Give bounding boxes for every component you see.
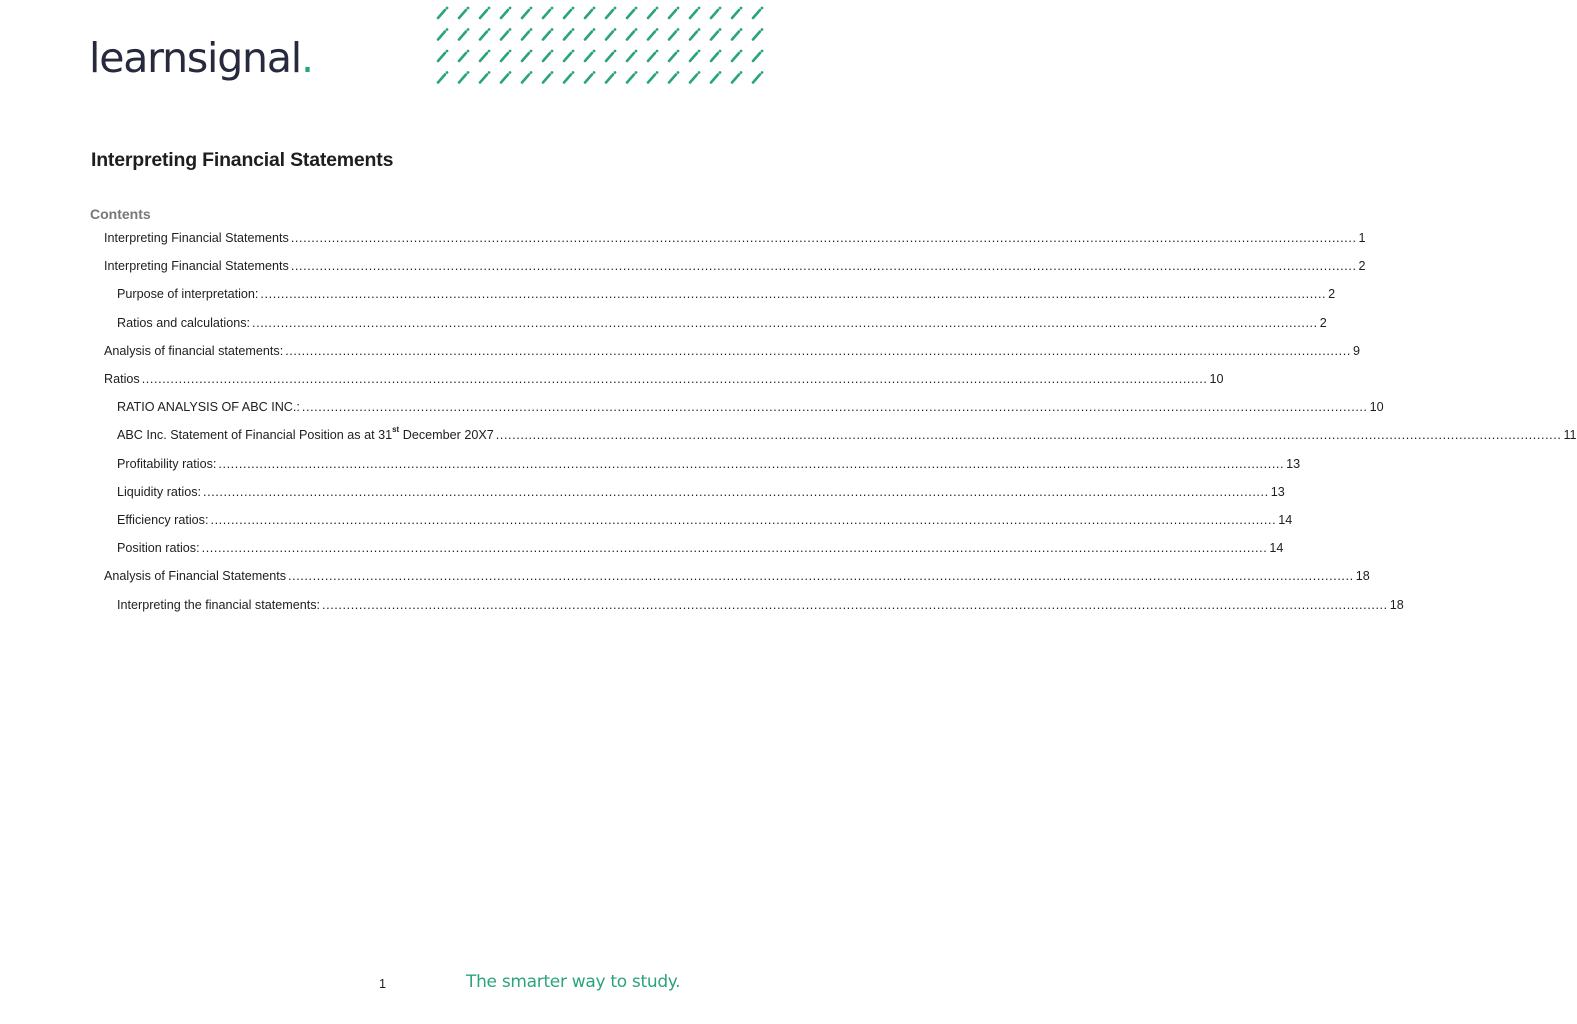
pattern-dash (459, 71, 469, 82)
toc-label-text-after: December 20X7 (399, 428, 494, 443)
pattern-dash (480, 28, 490, 39)
toc-dot-leader: .................................................................................................................................................................................................................................................................... (290, 259, 1357, 274)
pattern-dash (669, 28, 679, 39)
toc-dot-leader: .................................................................................................................................................................................................................................................................... (141, 372, 1208, 386)
pattern-dash (648, 28, 658, 39)
pattern-dash (585, 71, 595, 82)
pattern-dash (648, 71, 658, 82)
pattern-dash (648, 50, 658, 61)
toc-dot-leader: .................................................................................................................................................................................................................................................................... (322, 597, 1388, 612)
pattern-dash (480, 7, 490, 18)
toc-dot-leader: .................................................................................................................................................................................................................................................................... (210, 513, 1277, 527)
pattern-dash (564, 50, 574, 61)
toc-label-text: ABC Inc. Statement of Financial Position as at 31 (117, 428, 393, 443)
toc-page-number: 18 (1355, 569, 1370, 584)
toc-label-text: Position ratios: (117, 541, 200, 556)
toc-label-text: Interpreting Financial Statements (104, 259, 289, 274)
toc-page-number: 10 (1369, 400, 1384, 415)
learnsignal-logo (89, 34, 313, 82)
pattern-dash (438, 28, 448, 39)
pattern-dash (627, 71, 637, 82)
pattern-dash (459, 28, 469, 39)
pattern-dash (543, 7, 553, 18)
toc-entry[interactable] (104, 372, 1224, 394)
toc-label-text: Efficiency ratios: (117, 513, 209, 527)
toc-label-text: Profitability ratios: (117, 456, 217, 471)
pattern-dash (606, 7, 616, 18)
page-number: 1 (379, 977, 387, 991)
pattern-dash (669, 71, 679, 82)
pattern-dash (585, 7, 595, 18)
pattern-dash (564, 28, 574, 39)
pattern-dash (522, 71, 532, 82)
toc-dot-leader: .................................................................................................................................................................................................................................................................... (260, 287, 1327, 302)
toc-page-number: 18 (1389, 597, 1404, 612)
pattern-dash (732, 7, 742, 18)
pattern-dash (711, 7, 721, 18)
document-title: Interpreting Financial Statements (91, 149, 394, 171)
pattern-dash (543, 50, 553, 61)
pattern-dash (438, 50, 448, 61)
toc-entry-label (117, 425, 494, 443)
toc-entry-label (104, 372, 140, 386)
toc-entry-label (117, 513, 208, 527)
pattern-dash (480, 50, 490, 61)
toc-page-number: 13 (1270, 484, 1285, 499)
toc-label-superscript: st (392, 425, 400, 435)
pattern-dash (753, 7, 763, 18)
toc-entry[interactable] (104, 231, 1366, 253)
toc-label-text: Purpose of interpretation: (117, 287, 259, 302)
toc-page-number: 2 (1319, 315, 1327, 330)
toc-dot-leader: .................................................................................................................................................................................................................................................................... (252, 315, 1318, 330)
toc-label-text: Ratios and calculations: (117, 315, 251, 330)
pattern-dash (522, 28, 532, 39)
toc-entry-label (117, 287, 258, 301)
pattern-dash (690, 28, 700, 39)
toc-label-text: Analysis of Financial Statements (104, 569, 286, 584)
toc-page-number: 1 (1358, 231, 1366, 245)
toc-dot-leader: .................................................................................................................................................................................................................................................................... (218, 456, 1285, 471)
toc-entry-label (117, 598, 320, 612)
toc-page-number: 14 (1269, 541, 1284, 556)
toc-dot-leader: .................................................................................................................................................................................................................................................................... (203, 484, 1269, 499)
toc-entry[interactable] (117, 425, 1577, 450)
pattern-dash (711, 71, 721, 82)
pattern-dash (480, 71, 490, 82)
pattern-dash (669, 50, 679, 61)
toc-entry[interactable] (117, 287, 1336, 309)
toc-entry-label (117, 457, 216, 471)
toc-dot-leader: .................................................................................................................................................................................................................................................................... (285, 343, 1351, 358)
logo-dot: . (300, 34, 313, 82)
pattern-dash (753, 28, 763, 39)
tagline: The smarter way to study. (466, 972, 681, 992)
pattern-dash (522, 7, 532, 18)
toc-entry-label (104, 344, 283, 358)
toc-entry[interactable] (117, 541, 1284, 563)
toc-entry-label (104, 569, 286, 583)
toc-entry[interactable] (104, 259, 1366, 281)
toc-label-text: Liquidity ratios: (117, 484, 201, 499)
toc-dot-leader: .................................................................................................................................................................................................................................................................... (495, 428, 1562, 443)
pattern-dash (753, 50, 763, 61)
pattern-dash (564, 71, 574, 82)
toc-page-number: 14 (1278, 513, 1293, 527)
logo-text: learnsignal (89, 34, 301, 82)
pattern-dash (627, 50, 637, 61)
pattern-dash (543, 71, 553, 82)
pattern-dash (753, 71, 763, 82)
toc-label-text: Interpreting the financial statements: (117, 597, 321, 612)
pattern-dash (438, 7, 448, 18)
pattern-dash (669, 7, 679, 18)
toc-entry[interactable] (117, 315, 1327, 338)
toc-entry[interactable] (117, 400, 1384, 422)
pattern-dash (501, 7, 511, 18)
toc-entry-label (104, 231, 289, 245)
pattern-dash (522, 50, 532, 61)
pattern-dash (459, 7, 469, 18)
toc-entry[interactable] (117, 456, 1301, 479)
toc-label-text: Ratios (104, 372, 140, 386)
toc-page-number: 2 (1358, 259, 1366, 274)
toc-entry-label (117, 541, 200, 555)
toc-entry[interactable] (104, 569, 1370, 591)
pattern-dash (627, 28, 637, 39)
pattern-dash (606, 71, 616, 82)
pattern-dash (690, 50, 700, 61)
toc-label-text: Analysis of financial statements: (104, 343, 284, 358)
toc-page-number: 9 (1352, 343, 1360, 358)
pattern-dash (585, 28, 595, 39)
pattern-dash (606, 28, 616, 39)
diagonal-dash-pattern-icon (432, 4, 768, 90)
pattern-dash (585, 50, 595, 61)
toc-dot-leader: .................................................................................................................................................................................................................................................................... (301, 400, 1368, 415)
toc-dot-leader: .................................................................................................................................................................................................................................................................... (288, 569, 1354, 584)
pattern-dash (543, 28, 553, 39)
toc-label-text: RATIO ANALYSIS OF ABC INC.: (117, 400, 300, 415)
pattern-dash (564, 7, 574, 18)
toc-page-number: 11 (1563, 428, 1577, 443)
pattern-dash (438, 71, 448, 82)
pattern-dash (606, 50, 616, 61)
toc-entry[interactable] (104, 343, 1360, 366)
toc-label-text: Interpreting Financial Statements (104, 231, 289, 245)
pattern-dash (501, 71, 511, 82)
pattern-dash (459, 50, 469, 61)
toc-entry-label (117, 485, 201, 499)
toc-entry-label (117, 400, 300, 414)
toc-dot-leader: .................................................................................................................................................................................................................................................................... (201, 541, 1268, 556)
pattern-dash (690, 7, 700, 18)
pattern-dash (732, 28, 742, 39)
toc-entry[interactable] (117, 513, 1293, 535)
pattern-dash (690, 71, 700, 82)
toc-page-number: 13 (1286, 456, 1301, 471)
toc-entry[interactable] (117, 597, 1404, 620)
pattern-dash (711, 50, 721, 61)
toc-dot-leader: .................................................................................................................................................................................................................................................................... (290, 231, 1357, 245)
pattern-dash (648, 7, 658, 18)
pattern-dash (627, 7, 637, 18)
pattern-dash (711, 28, 721, 39)
pattern-dash (501, 28, 511, 39)
toc-page-number: 2 (1328, 287, 1336, 302)
toc-entry[interactable] (117, 484, 1285, 507)
toc-page-number: 10 (1209, 372, 1224, 386)
contents-heading: Contents (90, 206, 151, 222)
pattern-dash (501, 50, 511, 61)
pattern-dash (732, 71, 742, 82)
toc-entry-label (117, 316, 250, 330)
toc-entry-label (104, 259, 289, 273)
pattern-dash (732, 50, 742, 61)
